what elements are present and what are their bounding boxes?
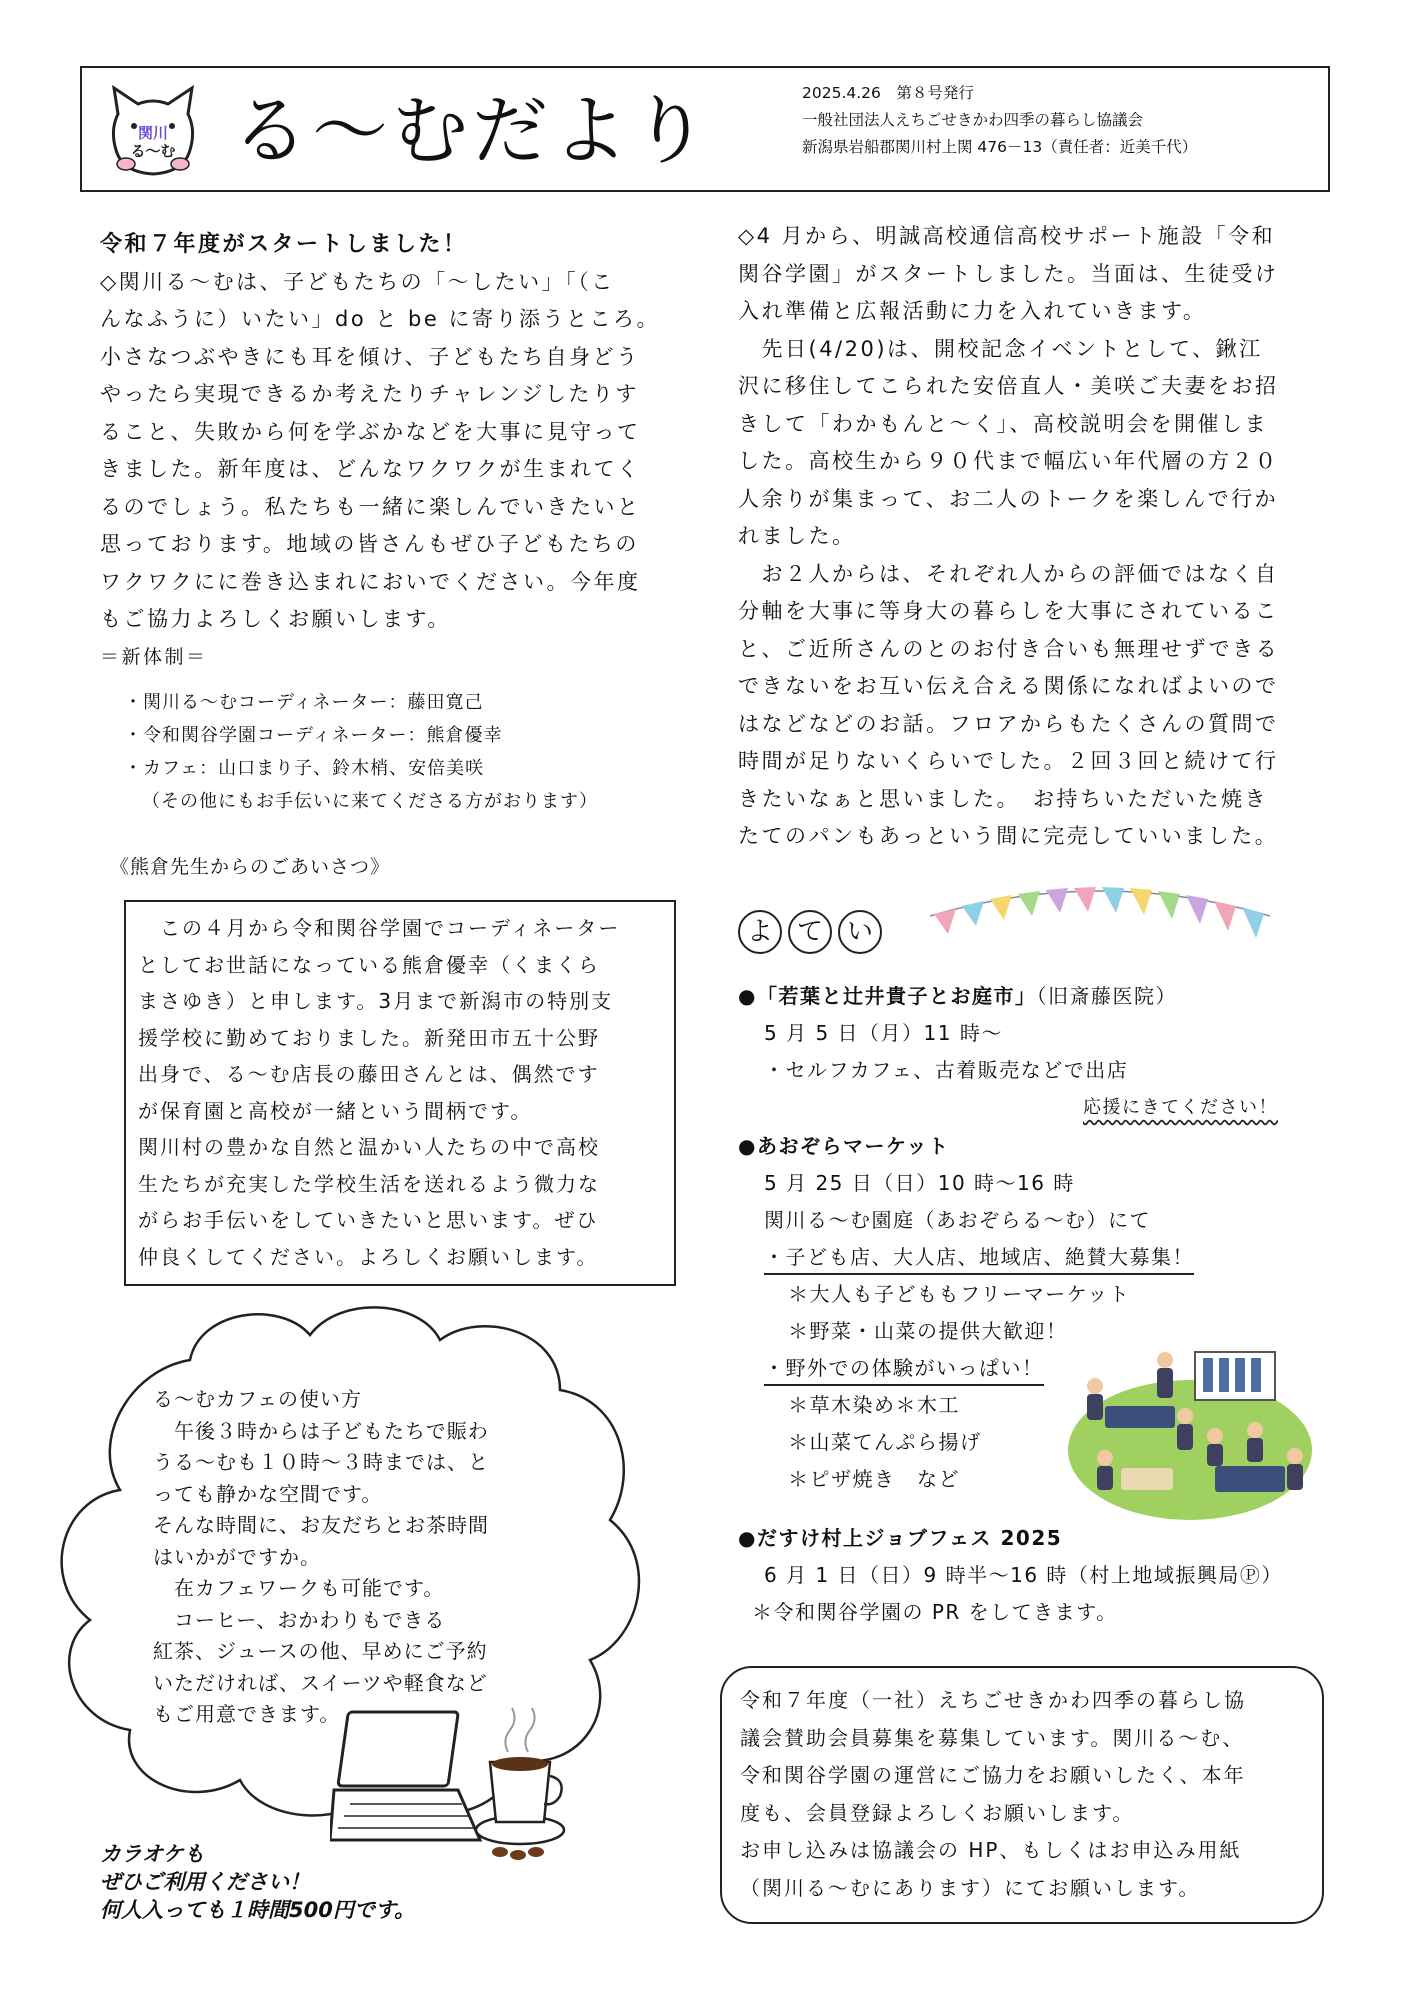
left-line: ワクワクにに巻き込まれにおいでください。今年度 <box>100 569 641 594</box>
events-list <box>738 978 1283 1631</box>
cafe-line: っても静かな空間です。 <box>153 1481 383 1506</box>
masthead-header <box>80 66 1330 192</box>
greeting-line: としてお世話になっている熊倉優幸（くまくら <box>138 952 600 977</box>
right-line: きたいなぁと思いました。 お持ちいただいた焼き <box>738 786 1268 811</box>
event-2-activity: ＊ピザ焼き など <box>788 1467 960 1491</box>
cafe-title: る〜むカフェの使い方 <box>153 1387 362 1411</box>
pub-date: 2025.4.26 第８号発行 <box>802 84 974 102</box>
karaoke-note <box>100 1840 415 1924</box>
membership-line: 令和７年度（一社）えちごせきかわ四季の暮らし協 <box>740 1688 1246 1712</box>
cafe-line: うる〜むも１０時〜３時までは、と <box>153 1450 489 1474</box>
cafe-line: 紅茶、ジュースの他、早めにご予約 <box>153 1639 488 1663</box>
left-line: ること、失敗から何を学ぶかなどを大事に見守って <box>100 419 641 444</box>
event-2-activity: ＊草木染め＊木工 <box>788 1393 960 1417</box>
left-article <box>100 226 680 676</box>
right-line: 先日(4/20)は、開校記念イベントとして、鍬江 <box>738 336 1263 361</box>
right-line: 沢に移住してこられた安倍直人・美咲ご夫妻をお招 <box>738 374 1279 398</box>
system-item: ・令和関谷学園コーディネーター：熊倉優幸 <box>124 725 503 746</box>
event-1-date: 5 月 5 日（月）11 時〜 <box>764 1021 1003 1045</box>
greeting-line: 仲良くしてください。よろしくお願いします。 <box>138 1244 599 1269</box>
right-line: お２人からは、それぞれ人からの評価ではなく自 <box>738 561 1279 586</box>
membership-line: 議会賛助会員募集を募集しています。関川る〜む、 <box>740 1725 1245 1750</box>
right-line: 関谷学園」がスタートしました。当面は、生徒受け <box>738 261 1279 286</box>
event-2-recruit: ・子ども店、大人店、地域店、絶賛大募集！ <box>764 1241 1194 1275</box>
logo-text-1: 関川 <box>137 124 169 142</box>
system-list <box>124 686 598 818</box>
right-article <box>738 218 1338 856</box>
event-1-place: （旧斎藤医院） <box>1036 984 1177 1008</box>
greeting-line: 生たちが充実した学校生活を送れるよう微力な <box>138 1171 600 1196</box>
greeting-line: この４月から令和関谷学園でコーディネーター <box>138 916 621 940</box>
event-1 <box>738 978 1283 1015</box>
event-1-note: ・セルフカフェ、古着販売などで出店 <box>764 1058 1129 1082</box>
right-line: 分軸を大事に等身大の暮らしを大事にされているこ <box>738 599 1279 623</box>
karaoke-line: 何人入っても１時間500円です。 <box>100 1898 416 1922</box>
left-line: もご協力よろしくお願いします。 <box>100 607 451 631</box>
market-illustration <box>1065 1340 1315 1530</box>
schedule-heading-char: よ <box>738 910 782 954</box>
left-line: 小さなつぶやきにも耳を傾け、子どもたち自身どう <box>100 344 640 369</box>
cafe-line: コーヒー、おかわりもできる <box>153 1607 446 1632</box>
right-line: たてのパンもあっという間に完売していいました。 <box>738 824 1279 848</box>
event-2-item: ＊野菜・山菜の提供大歓迎！ <box>788 1319 1068 1343</box>
greeting-box <box>124 900 676 1286</box>
greeting-line: まさゆき）と申します。3月まで新潟市の特別支 <box>138 989 614 1013</box>
cafe-line: はいかがですか。 <box>153 1544 321 1569</box>
cafe-line: 在カフェワークも可能です。 <box>153 1576 445 1600</box>
left-line: んなふうに）いたい」do と be に寄り添うところ。 <box>100 307 660 331</box>
karaoke-line: ぜひご利用ください！ <box>100 1870 310 1894</box>
event-2-title: ●あおぞらマーケット <box>738 1134 950 1158</box>
event-2-activity: ＊山菜てんぷら揚げ <box>788 1430 982 1454</box>
system-item: （その他にもお手伝いに来てくださる方がおります） <box>142 791 598 812</box>
event-3-date: 6 月 1 日（日）9 時半〜16 時（村上地域振興局Ⓟ） <box>764 1563 1283 1587</box>
greeting-line: が保育園と高校が一緒という間柄です。 <box>138 1098 533 1123</box>
left-line: きました。新年度は、どんなワクワクが生まれてく <box>100 457 641 481</box>
schedule-heading-char: い <box>838 910 882 954</box>
greeting-line: 出身で、る〜む店長の藤田さんとは、偶然です <box>138 1062 600 1086</box>
right-line: した。高校生から９０代まで幅広い年代層の方２０ <box>738 449 1279 473</box>
membership-box <box>720 1666 1324 1924</box>
laptop-coffee-illustration <box>330 1700 570 1860</box>
system-item: ・カフェ：山口まり子、鈴木梢、安倍美咲 <box>124 758 485 779</box>
right-line: 時間が足りないくらいでした。２回３回と続けて行 <box>738 749 1279 773</box>
bunting-decoration <box>930 876 1270 946</box>
schedule-heading <box>738 910 888 954</box>
cafe-text <box>153 1384 489 1731</box>
logo-text-2: る〜む <box>130 142 176 160</box>
left-line: やったら実現できるか考えたりチャレンジしたりす <box>100 382 639 406</box>
greeting-line: がらお手伝いをしていきたいと思います。ぜひ <box>138 1208 599 1232</box>
schedule-heading-char: て <box>788 910 832 954</box>
event-2-date: 5 月 25 日（日）10 時〜16 時 <box>764 1171 1075 1195</box>
event-2-outdoor: ・野外での体験がいっぱい！ <box>764 1352 1044 1386</box>
membership-line: （関川る〜むにあります）にてお願いします。 <box>740 1875 1201 1900</box>
membership-line: 度も、会員登録よろしくお願いします。 <box>740 1800 1135 1825</box>
left-article-title: 令和７年度がスタートしました！ <box>100 232 468 257</box>
cafe-line: いただければ、スイーツや軽食など <box>153 1670 488 1695</box>
cat-logo <box>104 82 202 180</box>
right-line: できないをお互い伝え合える関係になればよいので <box>738 674 1279 698</box>
system-title: ＝新体制＝ <box>100 645 208 668</box>
event-1-title: ●「若葉と辻井貴子とお庭市」 <box>738 984 1037 1008</box>
publication-info <box>802 80 1197 161</box>
right-line: ◇4 月から、明誠高校通信高校サポート施設「令和 <box>738 224 1276 248</box>
cafe-line: そんな時間に、お友だちとお茶時間 <box>153 1513 489 1537</box>
left-line: 思っております。地域の皆さんもぜひ子どもたちの <box>100 532 639 556</box>
system-item: ・関川る〜むコーディネーター：藤田寛己 <box>124 692 484 713</box>
membership-line: 令和関谷学園の運営にご協力をお願いしたく、本年 <box>740 1763 1246 1787</box>
pub-address: 新潟県岩船郡関川村上関 476－13（責任者：近美千代） <box>802 138 1198 156</box>
masthead-title: る〜むだより <box>232 86 712 175</box>
event-2-item: ＊大人も子どももフリーマーケット <box>788 1282 1131 1306</box>
karaoke-line: カラオケも <box>100 1842 205 1866</box>
event-3-note: ＊令和関谷学園の PR をしてきます。 <box>752 1600 1118 1624</box>
right-line: と、ご近所さんのとのお付き合いも無理せずできる <box>738 636 1280 661</box>
right-line: はなどなどのお話。フロアからもたくさんの質問で <box>738 711 1279 736</box>
right-line: 人余りが集まって、お二人のトークを楽しんで行か <box>738 486 1279 511</box>
cafe-line: もご用意できます。 <box>153 1702 341 1726</box>
greeting-title: 《熊倉先生からのごあいさつ》 <box>110 856 391 878</box>
event-3-title: ●だすけ村上ジョブフェス 2025 <box>738 1526 1063 1550</box>
greeting-line: 関川村の豊かな自然と温かい人たちの中で高校 <box>138 1135 600 1159</box>
event-1-cheer: 応援にきてください！ <box>1083 1097 1278 1118</box>
greeting-line: 援学校に勤めておりました。新発田市五十公野 <box>138 1025 600 1050</box>
event-2-place: 関川る〜む園庭（あおぞらる〜む）にて <box>764 1208 1151 1232</box>
left-line: るのでしょう。私たちも一緒に楽しんでいきたいと <box>100 494 641 519</box>
right-line: きして「わかもんと〜く」、高校説明会を開催しま <box>738 411 1268 436</box>
left-line: ◇関川る〜むは、子どもたちの「〜したい」「（こ <box>100 269 615 294</box>
cafe-line: 午後３時からは子どもたちで賑わ <box>153 1418 489 1443</box>
pub-org: 一般社団法人えちごせきかわ四季の暮らし協議会 <box>802 111 1144 129</box>
right-line: 入れ準備と広報活動に力を入れていきます。 <box>738 299 1207 323</box>
membership-line: お申し込みは協議会の HP、もしくはお申込み用紙 <box>740 1838 1242 1862</box>
right-line: れました。 <box>738 524 856 548</box>
